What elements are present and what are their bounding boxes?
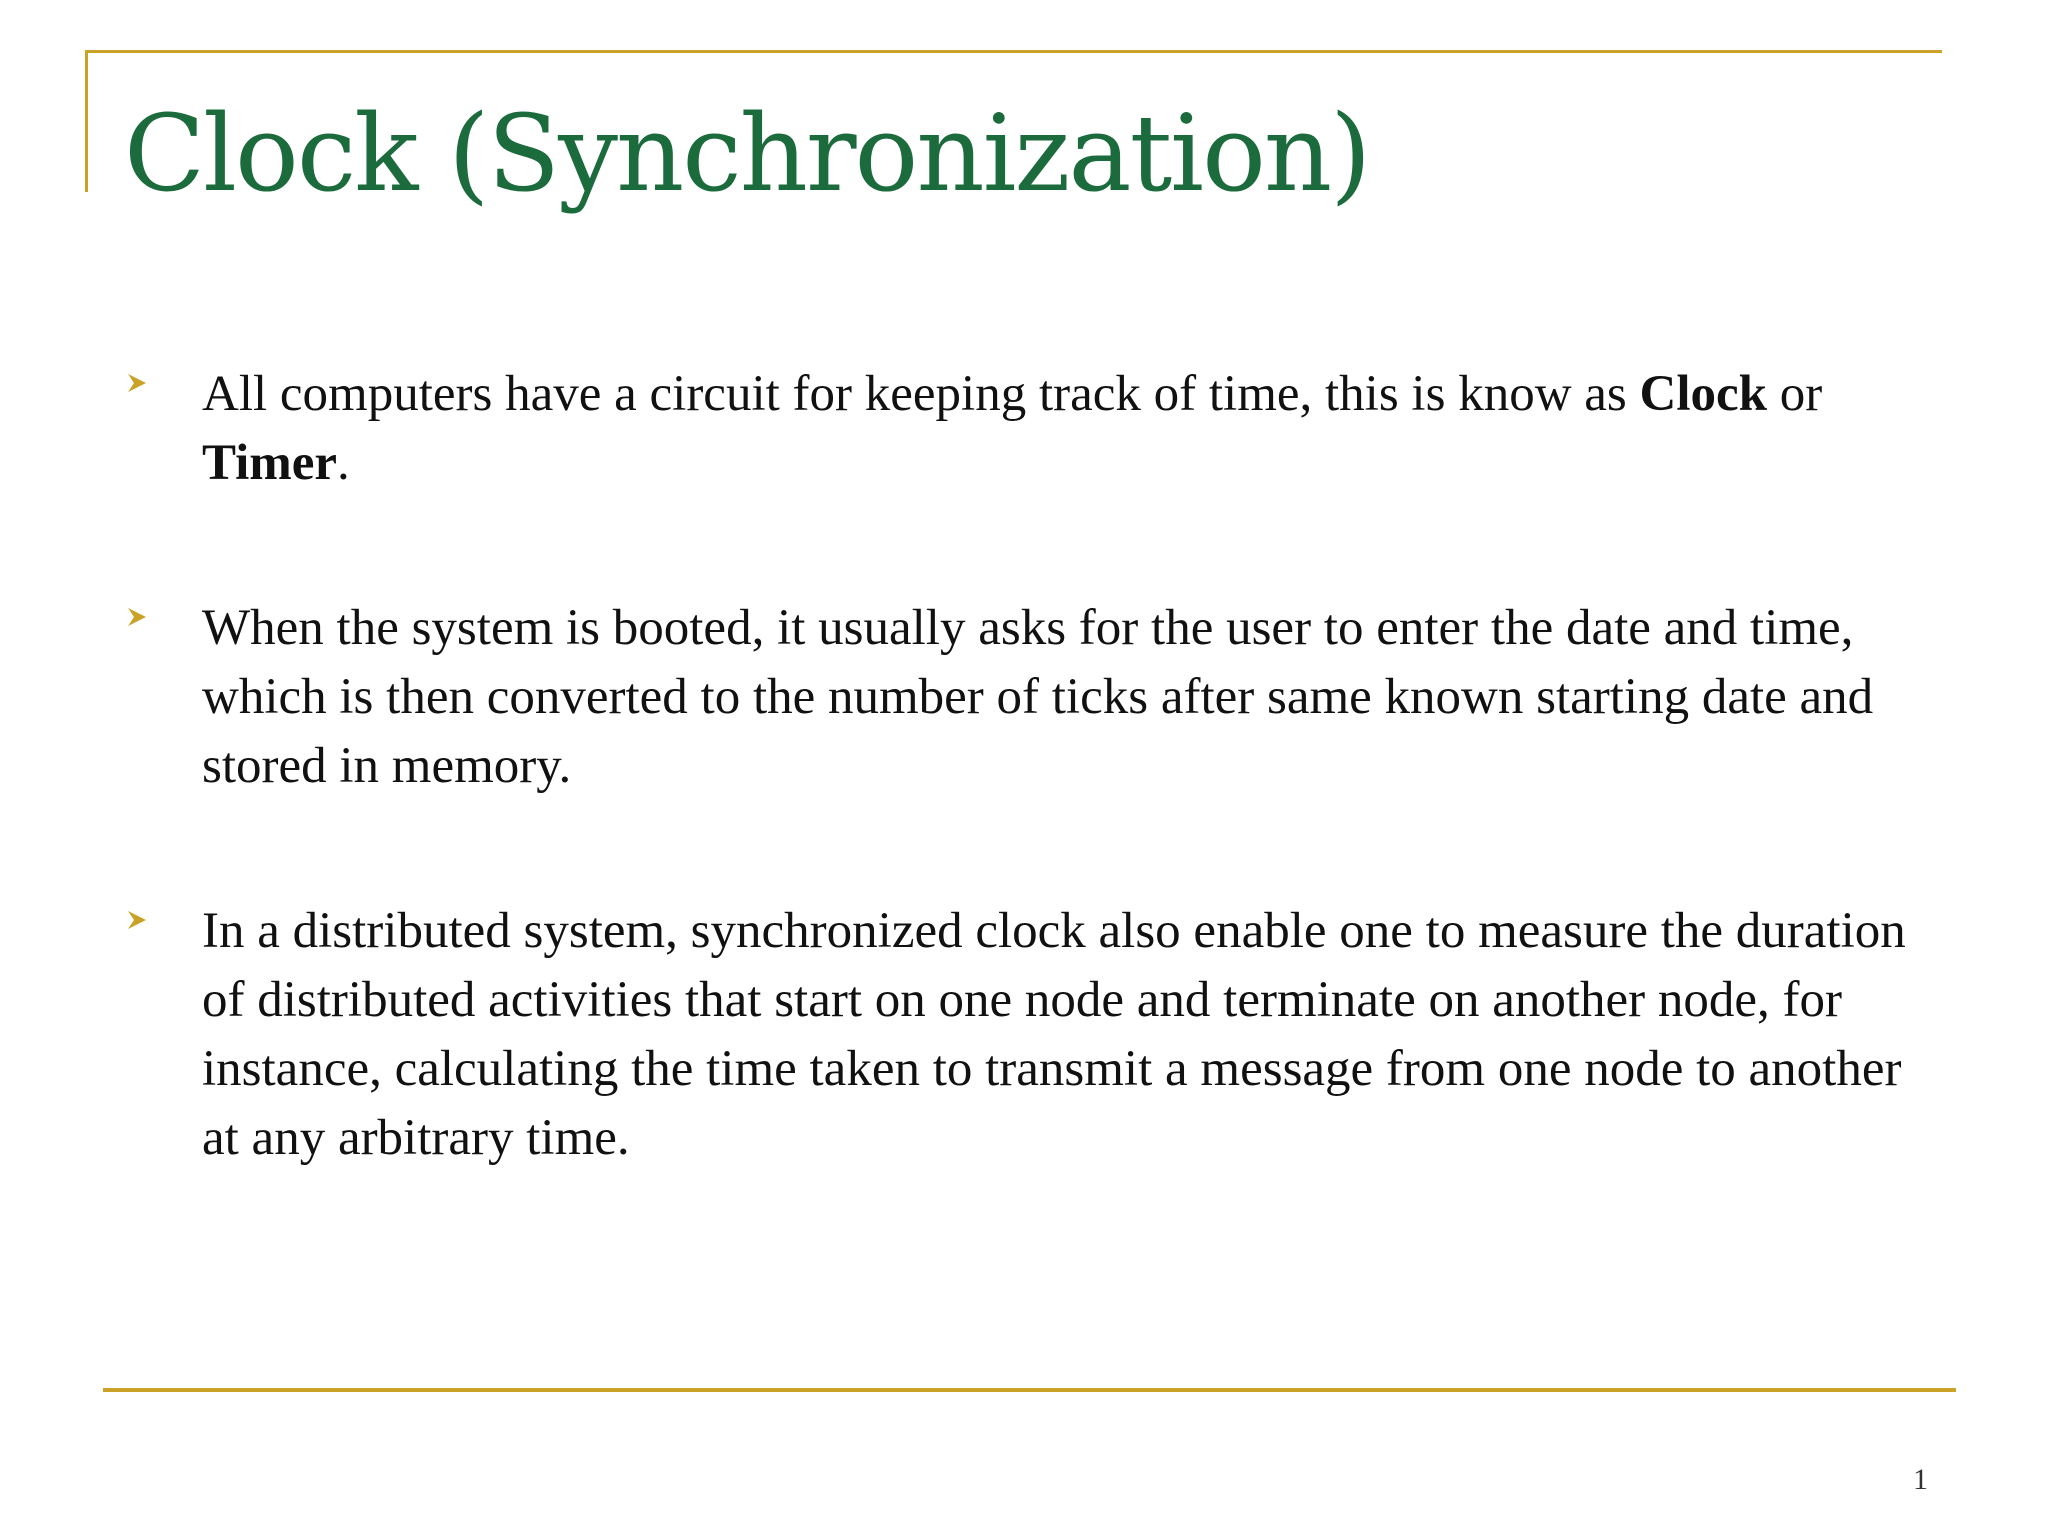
bullet-bold-term-timer: Timer bbox=[202, 435, 338, 491]
bullet-text: When the system is booted, it usually asks for the user to enter the date and time, which is then converted to the number of ticks after same known starting date and stored in memory. bbox=[202, 600, 1874, 794]
bullet-text: In a distributed system, synchronized clock also enable one to measure the duration of distributed activities that start on one node and terminate on another node, for instance, calculating the time taken to transmit a message from one node to another at any arbitrary time. bbox=[202, 903, 1906, 1166]
bottom-rule-divider bbox=[103, 1388, 1956, 1392]
arrowhead-bullet-icon bbox=[126, 372, 148, 394]
bullet-list bbox=[124, 360, 1944, 1173]
slide-title: Clock (Synchronization) bbox=[124, 92, 1370, 215]
arrowhead-bullet-icon bbox=[126, 606, 148, 628]
left-rule-divider bbox=[85, 50, 88, 192]
top-rule-divider bbox=[85, 50, 1942, 53]
bullet-text bbox=[202, 366, 1822, 491]
bullet-item-boot bbox=[124, 594, 1944, 801]
bullet-text-part: . bbox=[337, 435, 350, 491]
slide-number: 1 bbox=[1913, 1463, 1928, 1496]
bullet-text-part: or bbox=[1767, 366, 1823, 422]
bullet-bold-term-clock: Clock bbox=[1639, 366, 1768, 422]
arrowhead-bullet-icon bbox=[126, 909, 148, 931]
bullet-item-distributed bbox=[124, 897, 1944, 1173]
bullet-text-part: All computers have a circuit for keeping track of time, this is know as bbox=[202, 366, 1640, 422]
bullet-item-clock bbox=[124, 360, 1944, 498]
